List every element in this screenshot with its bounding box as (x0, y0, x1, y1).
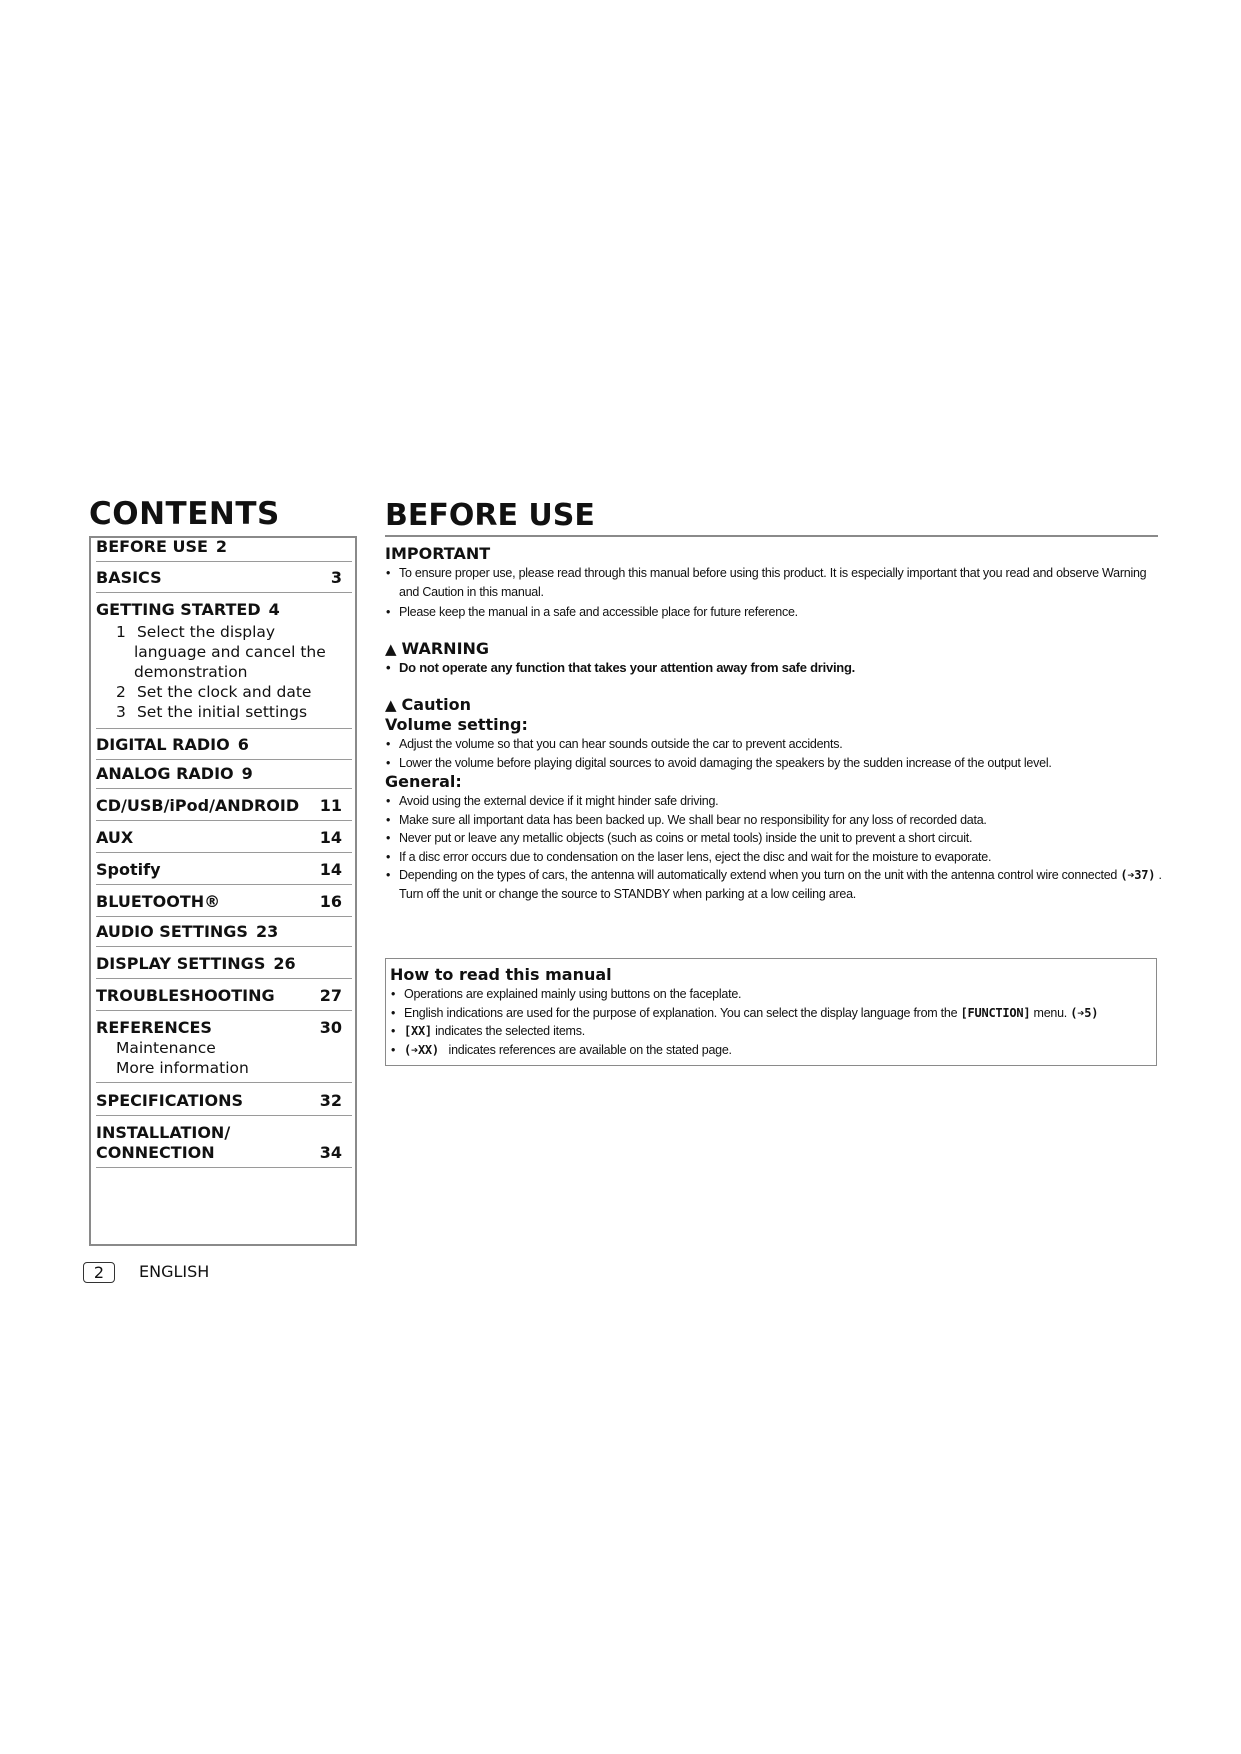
page-reference-link[interactable]: (➔37) (1120, 868, 1156, 882)
contents-title: CONTENTS (89, 496, 280, 532)
toc-entry-specifications[interactable] (96, 1091, 352, 1116)
warning-heading: ▲ WARNING (385, 638, 490, 658)
toc-label: BLUETOOTH® (96, 892, 221, 911)
toc-entry-before-use[interactable] (96, 537, 352, 562)
page-language: ENGLISH (139, 1262, 210, 1281)
list-item: • Adjust the volume so that you can hear sounds outside the car to prevent accidents. (385, 735, 1163, 754)
toc-page: 16 (319, 892, 342, 911)
toc-label: REFERENCES (96, 1018, 212, 1037)
volume-list (385, 735, 1163, 772)
list-item: • (➔XX) indicates references are available on the stated page. (390, 1041, 1152, 1060)
list-item: • English indications are used for the purpose of explanation. You can select the display language from the [FUNCTION] menu. (➔5) (390, 1004, 1152, 1023)
toc-label: TROUBLESHOOTING (96, 986, 275, 1005)
page-reference-symbol: (➔XX) (404, 1042, 439, 1057)
toc-label: BEFORE USE (96, 537, 208, 556)
toc-entry-installation[interactable] (96, 1123, 352, 1168)
toc-sub-item-cont: demonstration (134, 663, 248, 681)
toc-entry-analog-radio[interactable] (96, 764, 352, 789)
list-item: • [XX] indicates the selected items. (390, 1022, 1152, 1041)
toc-page: 3 (330, 568, 342, 587)
toc-entry-references[interactable] (96, 1018, 352, 1083)
toc-label: DISPLAY SETTINGS (96, 954, 266, 973)
warning-list (385, 659, 1163, 678)
toc-label: AUX (96, 828, 134, 847)
toc-entry-display-settings[interactable] (96, 954, 352, 979)
toc-label: Spotify (96, 860, 161, 879)
toc-entry-basics[interactable] (96, 568, 352, 593)
how-to-read-heading: How to read this manual (390, 965, 612, 984)
list-item: • Never put or leave any metallic objects (such as coins or metal tools) inside the unit to prevent a short circuit. (385, 829, 1163, 848)
toc-sub-item-cont: language and cancel the (134, 643, 326, 661)
important-list (385, 564, 1163, 622)
caution-heading: ▲ Caution (385, 695, 471, 714)
toc-page: 27 (319, 986, 342, 1005)
toc-entry-audio-settings[interactable] (96, 922, 352, 947)
warning-triangle-icon: ▲ (385, 639, 397, 658)
list-item: • Lower the volume before playing digital sources to avoid damaging the speakers by the sudden increase of the output level. (385, 754, 1163, 773)
function-menu-ref: [FUNCTION] (960, 1005, 1031, 1020)
toc-entry-troubleshooting[interactable] (96, 986, 352, 1011)
toc-label: CD/USB/iPod/ANDROID (96, 796, 300, 815)
toc-sub-item[interactable]: 3 Set the initial settings (116, 703, 308, 721)
toc-label: CONNECTION (96, 1143, 215, 1162)
toc-entry-cd-usb[interactable] (96, 796, 352, 821)
volume-setting-heading: Volume setting: (385, 715, 528, 734)
toc-page: 11 (319, 796, 342, 815)
toc-page: 9 (241, 764, 253, 783)
toc-page: 26 (273, 954, 296, 973)
list-item: • Do not operate any function that takes your attention away from safe driving. (385, 659, 1163, 678)
toc-sub-item[interactable]: 1 Select the display (116, 623, 276, 641)
toc-sub-item[interactable]: Maintenance (116, 1039, 216, 1057)
selected-item-ref: [XX] (404, 1024, 432, 1038)
toc-page: 2 (215, 537, 228, 556)
toc-label: INSTALLATION/ (96, 1123, 231, 1142)
list-item: • Depending on the types of cars, the antenna will automatically extend when you turn on the unit with the antenna control wire connected (➔37) . Turn off the unit or change the source to STANDBY when parking at a low ceiling area. (385, 866, 1163, 903)
toc-entry-bluetooth[interactable] (96, 892, 352, 917)
toc-label: GETTING STARTED (96, 600, 261, 619)
page-reference-link[interactable]: (➔5) (1070, 1005, 1099, 1020)
before-use-body (385, 544, 1163, 903)
list-item: • To ensure proper use, please read through this manual before using this product. It is especially important that you read and observe Warning and Caution in this manual. (385, 564, 1163, 601)
toc-label: SPECIFICATIONS (96, 1091, 244, 1110)
list-item: • Operations are explained mainly using buttons on the faceplate. (390, 985, 1152, 1004)
caution-triangle-icon: ▲ (385, 696, 397, 714)
page-number: 2 (83, 1262, 115, 1283)
toc-page: 6 (237, 735, 249, 754)
toc-entry-aux[interactable] (96, 828, 352, 853)
toc-label: BASICS (96, 568, 162, 587)
list-item: • Avoid using the external device if it might hinder safe driving. (385, 792, 1163, 811)
toc-entry-digital-radio[interactable] (96, 735, 352, 760)
list-item: • Make sure all important data has been backed up. We shall bear no responsibility for any loss of recorded data. (385, 811, 1163, 830)
toc-page: 14 (319, 828, 342, 847)
before-use-title: BEFORE USE (385, 498, 595, 533)
toc-sub-item[interactable]: 2 Set the clock and date (116, 683, 312, 701)
toc-label: AUDIO SETTINGS (96, 922, 248, 941)
general-list (385, 792, 1163, 903)
list-item: • If a disc error occurs due to condensation on the laser lens, eject the disc and wait for the moisture to evaporate. (385, 848, 1163, 867)
toc-page: 34 (319, 1143, 342, 1162)
how-to-read-box (385, 958, 1157, 1066)
general-heading: General: (385, 772, 462, 791)
title-rule (385, 535, 1158, 537)
toc-label: DIGITAL RADIO (96, 735, 230, 754)
toc-label: ANALOG RADIO (96, 764, 234, 783)
toc-entry-spotify[interactable] (96, 860, 352, 885)
list-item: • Please keep the manual in a safe and accessible place for future reference. (385, 603, 1163, 622)
how-to-read-list (390, 985, 1152, 1059)
toc-page: 32 (319, 1091, 342, 1110)
toc-page: 23 (255, 922, 279, 941)
toc-sub-item[interactable]: More information (116, 1059, 249, 1077)
toc-page: 4 (268, 600, 280, 619)
toc-entry-getting-started[interactable] (96, 600, 352, 729)
toc-page: 30 (319, 1018, 342, 1037)
toc-page: 14 (319, 860, 342, 879)
important-heading: IMPORTANT (385, 544, 491, 563)
